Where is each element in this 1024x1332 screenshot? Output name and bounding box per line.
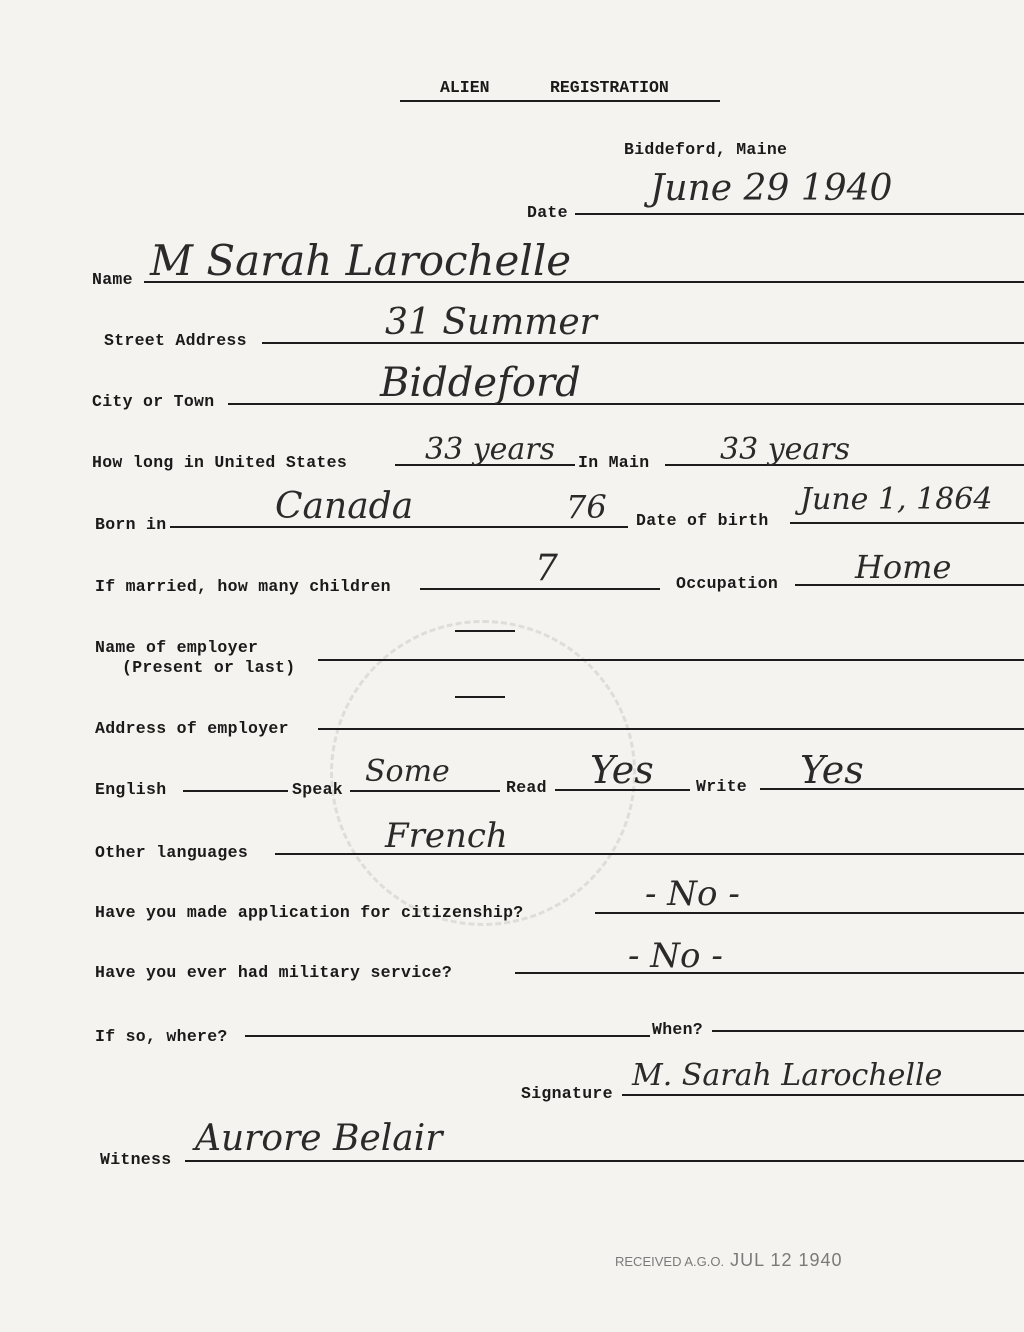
military-line xyxy=(515,972,1024,974)
citizenship-label: Have you made application for citizenship? xyxy=(95,903,524,922)
received-stamp-text: RECEIVED A.G.O. xyxy=(615,1254,725,1269)
street-label: Street Address xyxy=(104,331,247,350)
title-alien: ALIEN xyxy=(440,78,490,97)
city-value: Biddeford xyxy=(380,360,581,406)
when-line xyxy=(712,1030,1024,1032)
born-in-value: Canada xyxy=(275,486,414,527)
children-label: If married, how many children xyxy=(95,577,391,596)
employer-name-dash xyxy=(455,630,515,632)
title-registration: REGISTRATION xyxy=(550,78,669,97)
occupation-label: Occupation xyxy=(676,574,779,593)
witness-label: Witness xyxy=(100,1150,172,1169)
read-label: Read xyxy=(506,778,547,797)
dob-line xyxy=(790,522,1024,524)
date-label: Date xyxy=(527,203,568,222)
english-line xyxy=(183,790,288,792)
military-label: Have you ever had military service? xyxy=(95,963,453,982)
name-value: M Sarah Larochelle xyxy=(150,236,572,285)
signature-line xyxy=(622,1094,1024,1096)
write-label: Write xyxy=(696,777,748,796)
form-title xyxy=(400,78,720,102)
signature-label: Signature xyxy=(521,1084,613,1103)
street-line xyxy=(262,342,1024,344)
city-label: City or Town xyxy=(92,392,215,411)
received-stamp-date: JUL 12 1940 xyxy=(730,1250,843,1270)
location-text: Biddeford, Maine xyxy=(624,140,788,159)
title-underline xyxy=(400,100,720,102)
speak-value: Some xyxy=(365,754,450,789)
if-so-where-line xyxy=(245,1035,650,1037)
write-value: Yes xyxy=(800,748,864,792)
other-languages-label: Other languages xyxy=(95,843,249,862)
children-value: 7 xyxy=(535,548,558,589)
dob-label: Date of birth xyxy=(636,511,769,530)
citizenship-value: - No - xyxy=(645,874,740,914)
received-stamp xyxy=(615,1250,843,1271)
name-label: Name xyxy=(92,270,133,289)
in-maine-label: In Main xyxy=(578,453,650,472)
witness-value: Aurore Belair xyxy=(195,1118,443,1159)
other-languages-value: French xyxy=(385,816,508,856)
date-line xyxy=(575,213,1024,215)
in-maine-value: 33 years xyxy=(720,432,851,467)
signature-value: M. Sarah Larochelle xyxy=(632,1058,943,1093)
employer-address-label: Address of employer xyxy=(95,719,289,738)
how-long-value: 33 years xyxy=(425,432,556,467)
city-line xyxy=(228,403,1024,405)
employer-address-dash xyxy=(455,696,505,698)
read-value: Yes xyxy=(590,748,654,792)
age-value: 76 xyxy=(566,488,607,526)
speak-label: Speak xyxy=(292,780,344,799)
date-value: June 29 1940 xyxy=(650,168,893,209)
employer-name-line xyxy=(318,659,1024,661)
military-value: - No - xyxy=(628,936,723,976)
english-label: English xyxy=(95,780,167,799)
speak-line xyxy=(350,790,500,792)
employer-name-label: Name of employer xyxy=(95,638,259,657)
born-in-label: Born in xyxy=(95,515,167,534)
street-value: 31 Summer xyxy=(385,302,597,343)
employer-address-line xyxy=(318,728,1024,730)
if-so-where-label: If so, where? xyxy=(95,1027,228,1046)
when-label: When? xyxy=(652,1020,704,1039)
occupation-value: Home xyxy=(855,548,952,586)
employer-name-sublabel: (Present or last) xyxy=(122,658,296,677)
how-long-label: How long in United States xyxy=(92,453,348,472)
witness-line xyxy=(185,1160,1024,1162)
dob-value: June 1, 1864 xyxy=(800,482,993,517)
